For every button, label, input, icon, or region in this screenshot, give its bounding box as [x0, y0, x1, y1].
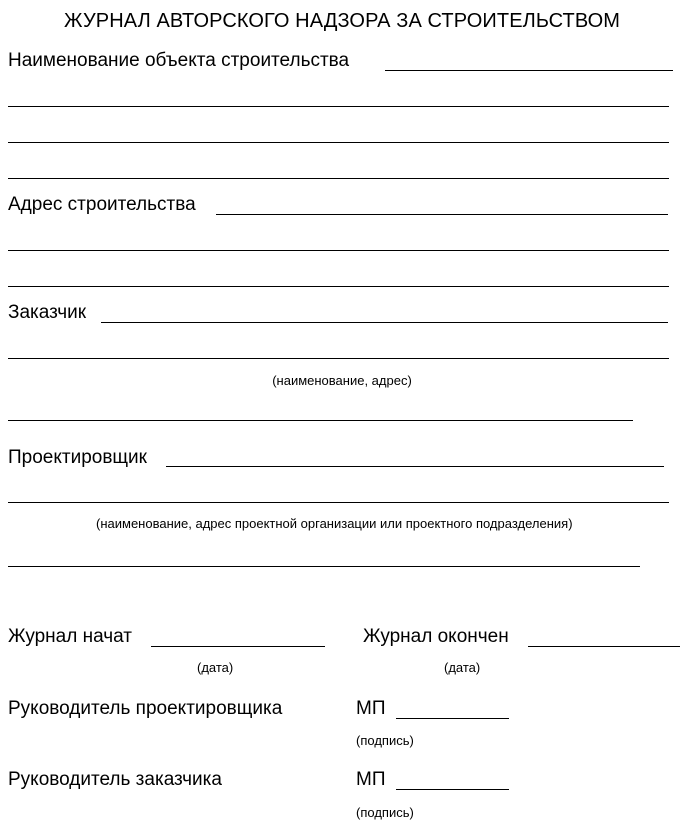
- address-input-line-2[interactable]: [8, 250, 669, 251]
- designer-label: Проектировщик: [8, 447, 147, 468]
- object-name-input-line-2[interactable]: [8, 106, 669, 107]
- customer-input-line-3[interactable]: [8, 420, 633, 421]
- journal-started-caption: (дата): [197, 660, 234, 675]
- customer-head-signature-line[interactable]: [396, 789, 509, 790]
- journal-started-label: Журнал начат: [8, 626, 133, 647]
- customer-head-signature-caption: (подпись): [356, 805, 414, 820]
- journal-finished-caption: (дата): [444, 660, 481, 675]
- address-input-line-3[interactable]: [8, 286, 669, 287]
- customer-label: Заказчик: [8, 302, 87, 323]
- customer-head-label: Руководитель заказчика: [8, 769, 222, 790]
- journal-started-date-line[interactable]: [151, 646, 325, 647]
- designer-head-signature-line[interactable]: [396, 718, 509, 719]
- document-title: ЖУРНАЛ АВТОРСКОГО НАДЗОРА ЗА СТРОИТЕЛЬСТВОМ: [63, 10, 621, 32]
- customer-input-line-2[interactable]: [8, 358, 669, 359]
- designer-input-line-1[interactable]: [166, 466, 664, 467]
- customer-head-stamp-label: МП: [356, 769, 386, 790]
- designer-head-label: Руководитель проектировщика: [8, 698, 283, 719]
- address-label: Адрес строительства: [8, 194, 196, 215]
- journal-finished-label: Журнал окончен: [363, 626, 509, 647]
- journal-finished-date-line[interactable]: [528, 646, 680, 647]
- object-name-input-line-1[interactable]: [385, 70, 673, 71]
- object-name-input-line-3[interactable]: [8, 142, 669, 143]
- address-input-line-1[interactable]: [216, 214, 668, 215]
- designer-input-line-3[interactable]: [8, 566, 640, 567]
- designer-head-stamp-label: МП: [356, 698, 386, 719]
- object-name-input-line-4[interactable]: [8, 178, 669, 179]
- customer-input-line-1[interactable]: [101, 322, 668, 323]
- designer-input-line-2[interactable]: [8, 502, 669, 503]
- customer-caption: (наименование, адрес): [272, 373, 412, 388]
- object-name-label: Наименование объекта строительства: [8, 50, 350, 71]
- designer-caption: (наименование, адрес проектной организации или проектного подразделения): [96, 516, 573, 531]
- designer-head-signature-caption: (подпись): [356, 733, 414, 748]
